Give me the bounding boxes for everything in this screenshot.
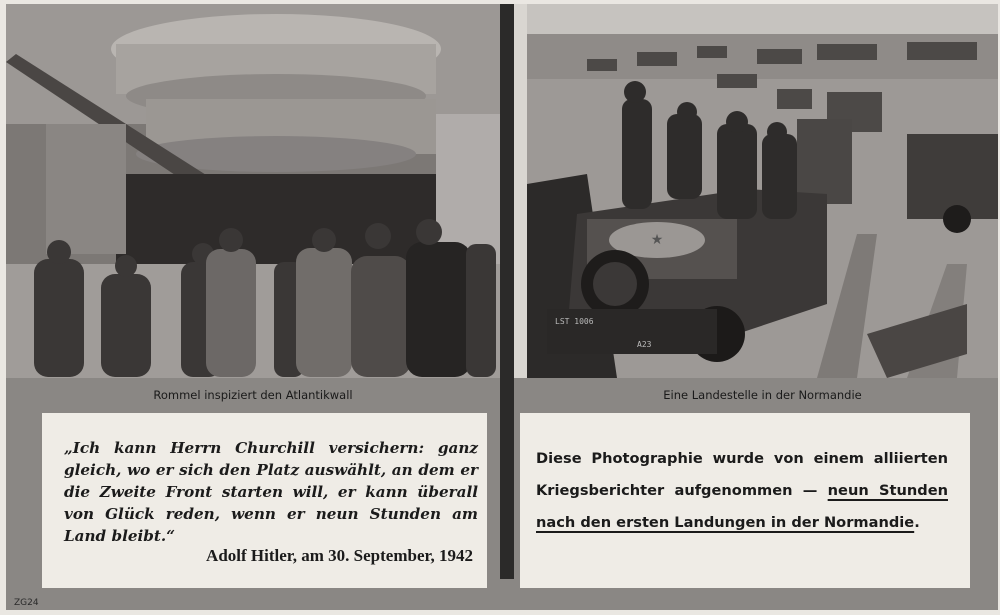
photo-normandy-landing [527, 4, 998, 378]
hitler-quote: „Ich kann Herrn Churchill versichern: ganz gleich, wo er sich den Platz auswählt, an dem er die Zweite Front starten will, er kann überall von Glück reden, wenn er neun Stunden am Land bleibt.“ [64, 439, 478, 545]
center-divider [500, 4, 514, 579]
info-ending: . [914, 514, 920, 531]
info-underlined: neun Stunden nach den ersten Landungen in der Normandie [536, 482, 948, 531]
info-box [520, 413, 970, 588]
star-emblem-icon: ★ [650, 232, 664, 248]
beach-scene-graphic [527, 4, 998, 378]
photo-rommel-atlantic-wall [6, 4, 500, 378]
caption-left: Rommel inspiziert den Atlantikwall [153, 388, 353, 402]
caption-right: Eine Landestelle in der Normandie [663, 388, 862, 402]
quote-attribution: Adolf Hitler, am 30. September, 1942 [206, 546, 473, 565]
plate-left: LST 1006 [555, 317, 594, 326]
plate-right: A23 [637, 340, 652, 349]
info-paragraph [536, 443, 948, 539]
info-intro: Diese Photographie wurde von einem alliierten Kriegsberichter aufgenommen — [536, 450, 948, 499]
leaflet-code: ZG24 [14, 598, 39, 608]
photo-gap-strip [514, 4, 527, 378]
quote-box [42, 413, 487, 588]
bunker-scene-graphic [6, 4, 500, 378]
